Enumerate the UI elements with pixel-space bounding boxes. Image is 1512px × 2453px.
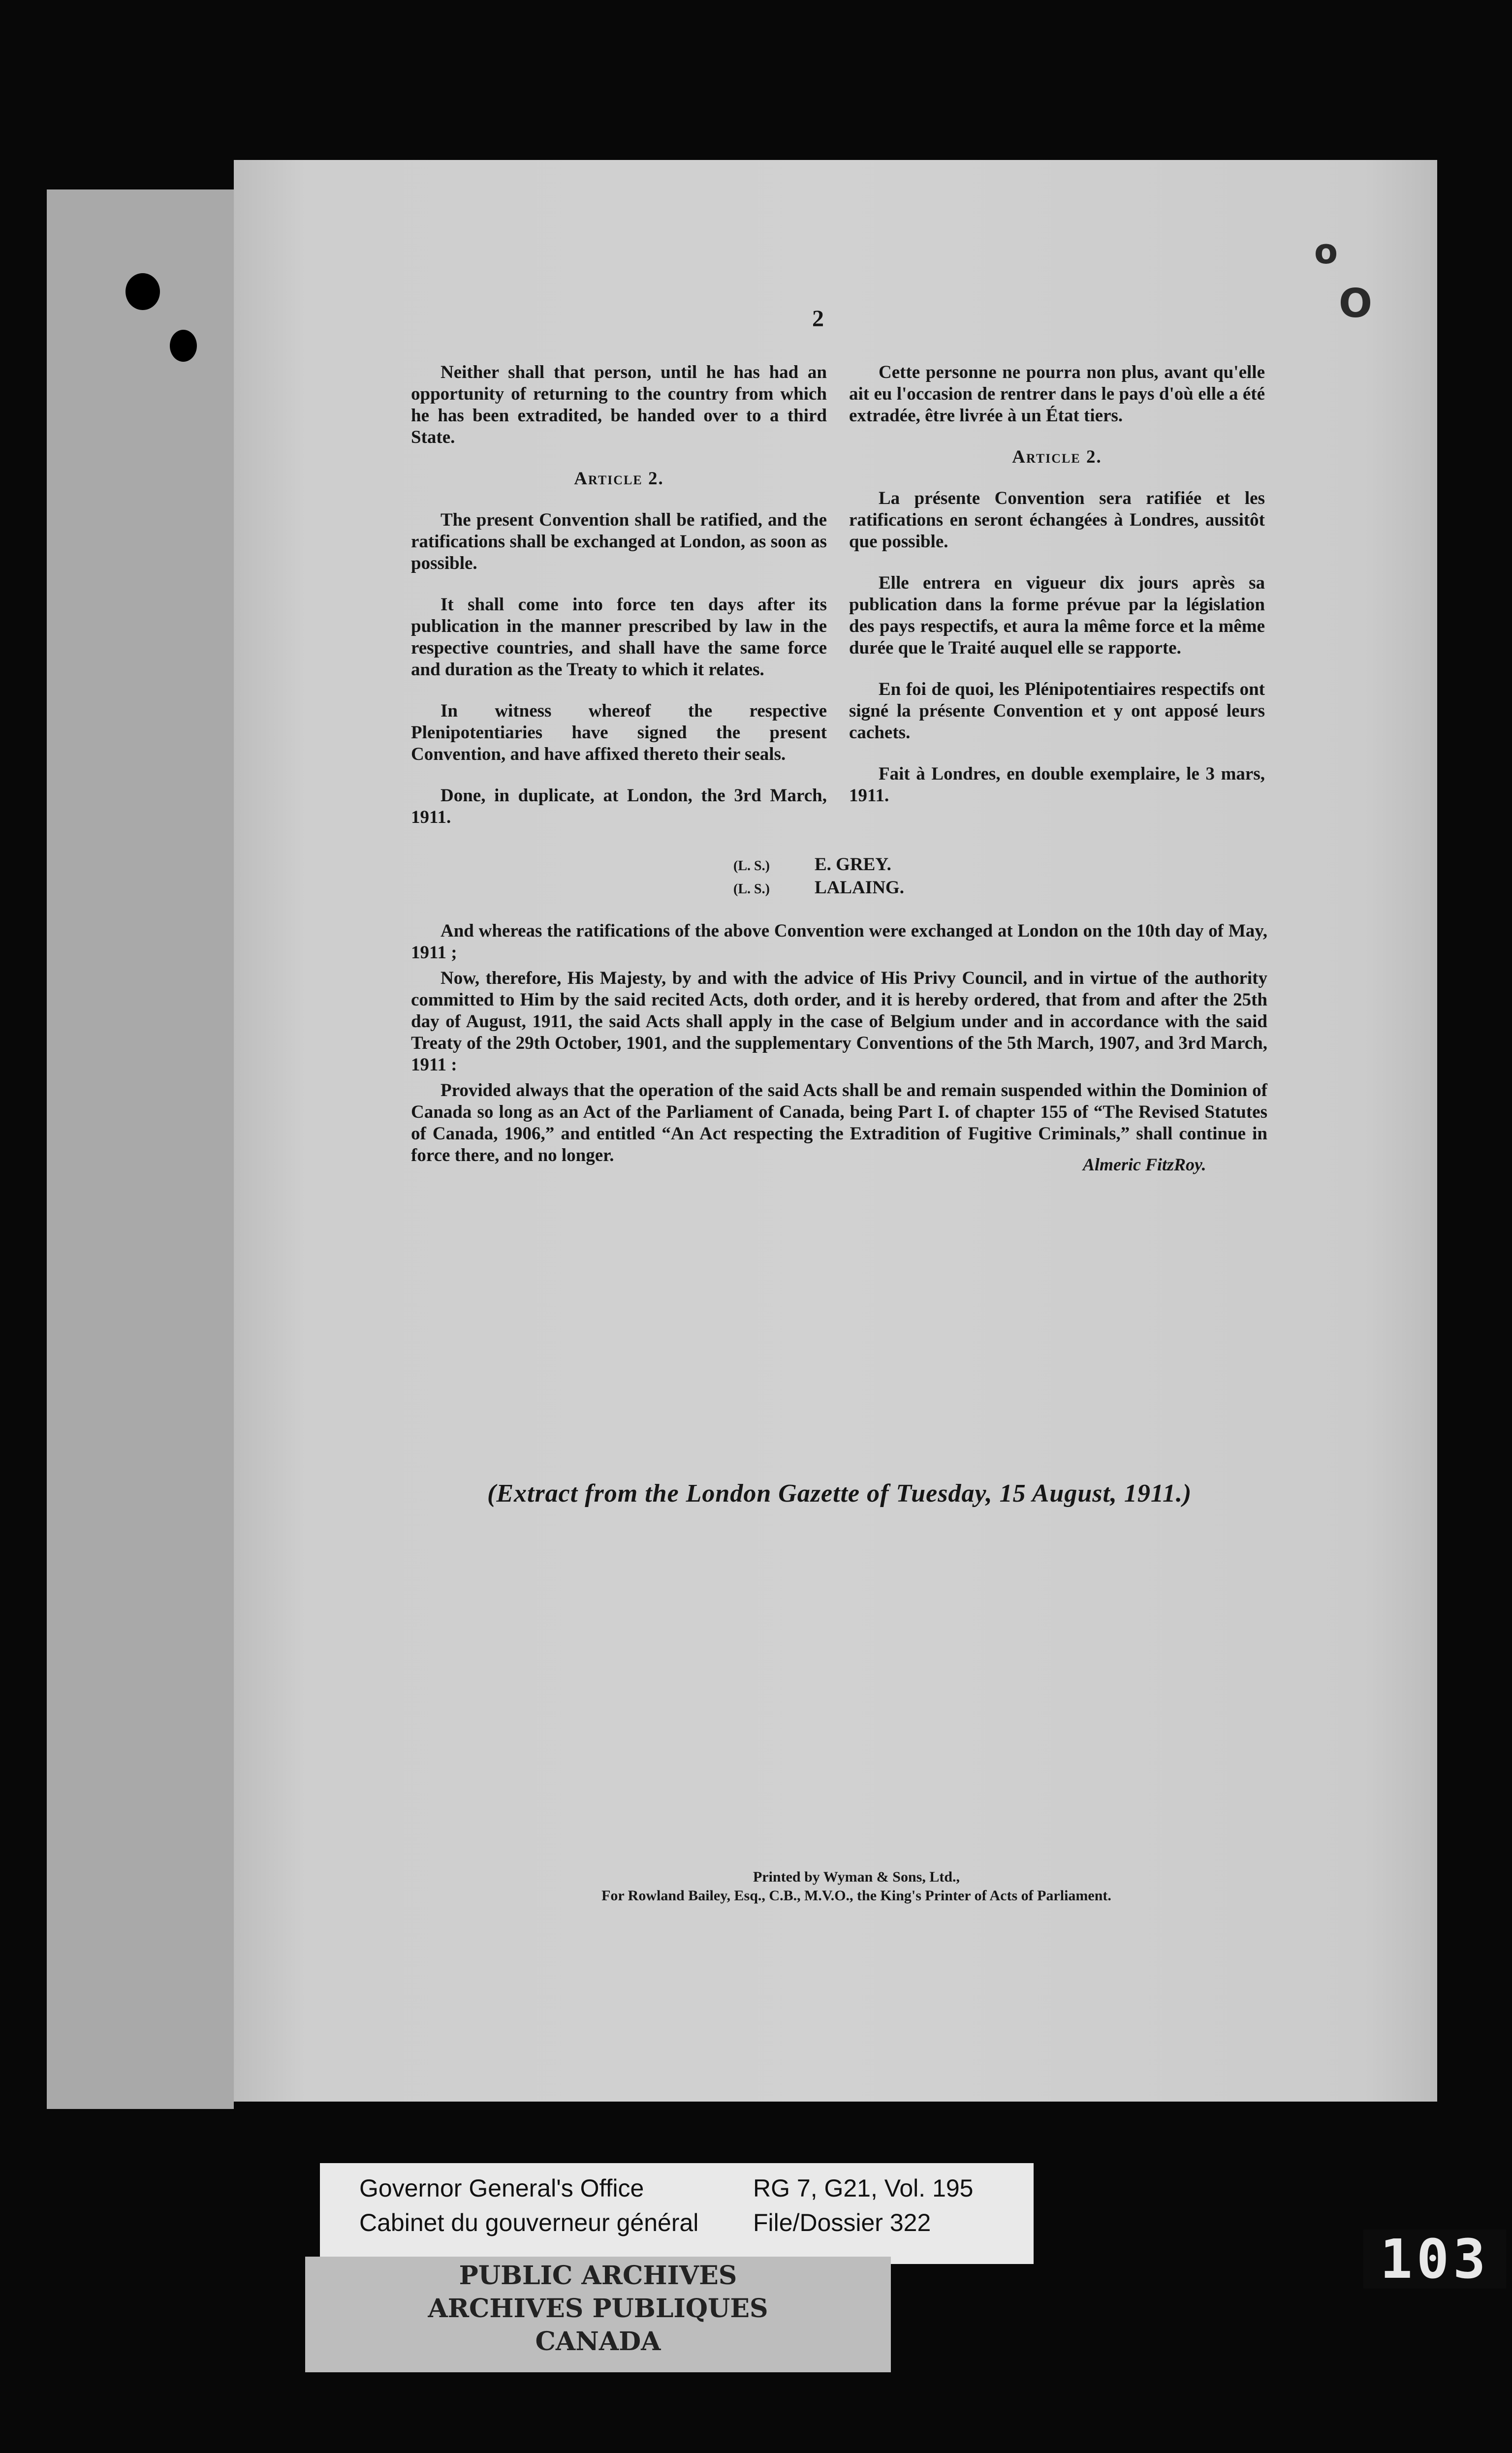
- french-paragraph: Cette personne ne pourra non plus, avant qu'elle ait eu l'occasion de rentrer dans le pays d'où elle a été extradée, être livrée à un État tiers.: [849, 362, 1265, 426]
- gazette-extract-note: (Extract from the London Gazette of Tuesday, 15 August, 1911.): [487, 1479, 1192, 1508]
- signatory-name: LALAING.: [815, 878, 904, 898]
- archive-reference-label: [320, 2163, 1034, 2264]
- archives-line: CANADA: [535, 2327, 661, 2357]
- film-edge-left: [47, 189, 234, 2109]
- body-paragraph: Provided always that the operation of the said Acts shall be and remain suspended within the Dominion of Canada so long as an Act of the Parliament of Canada, being Part I. of chapter 155 of “The Revised Statutes of Canada, 1906,” and entitled “An Act respecting the Extradition of Fugitive Criminals,” shall continue in force there, and no longer.: [411, 1080, 1267, 1165]
- signature-block: [733, 854, 904, 900]
- office-french: Cabinet du gouverneur général: [359, 2209, 699, 2236]
- corner-mark: O: [1339, 281, 1373, 326]
- english-column: [411, 362, 827, 828]
- english-paragraph: Neither shall that person, until he has had an opportunity of returning to the country from which he has been extradited, be handed over to a third State.: [411, 362, 827, 447]
- signature-line: [733, 854, 904, 877]
- printer-line: For Rowland Bailey, Esq., C.B., M.V.O., the King's Printer of Acts of Parliament.: [601, 1887, 1111, 1904]
- page-number: 2: [812, 306, 824, 332]
- clerk-signature: Almeric FitzRoy.: [1083, 1155, 1206, 1174]
- office-english: Governor General's Office: [359, 2174, 644, 2202]
- signatory-name: E. GREY.: [815, 854, 891, 875]
- corner-mark: o: [1314, 231, 1338, 272]
- printer-line: Printed by Wyman & Sons, Ltd.,: [753, 1869, 960, 1885]
- english-paragraph: It shall come into force ten days after its publication in the manner prescribed by law in the respective countries, and shall have the same force and duration as the Treaty to which it relates.: [411, 595, 827, 680]
- signature-line: [733, 877, 904, 900]
- french-paragraph: En foi de quoi, les Plénipotentiaires respectifs ont signé la présente Convention et y ont apposé leurs cachets.: [849, 679, 1265, 743]
- seal-mark: (L. S.): [733, 881, 770, 897]
- archives-line: PUBLIC ARCHIVES: [459, 2261, 737, 2291]
- english-paragraph: The present Convention shall be ratified, and the ratifications shall be exchanged at London, as soon as possible.: [411, 510, 827, 573]
- archives-line: ARCHIVES PUBLIQUES: [428, 2294, 768, 2324]
- public-archives-stamp: [305, 2257, 891, 2372]
- french-paragraph: Elle entrera en vigueur dix jours après sa publication dans la forme prévue par la législation des pays respectifs, et aura la même force et la même durée que le Traité auquel elle se rapporte.: [849, 573, 1265, 658]
- french-paragraph: La présente Convention sera ratifiée et les ratifications en seront échangées à Londres, aussitôt que possible.: [849, 488, 1265, 552]
- frame-number: 103: [1363, 2230, 1506, 2289]
- english-paragraph: In witness whereof the respective Plenipotentiaries have signed the present Convention, and have affixed thereto their seals.: [411, 701, 827, 764]
- french-column: [849, 362, 1265, 807]
- punch-hole: [126, 273, 160, 310]
- english-paragraph: Done, in duplicate, at London, the 3rd March, 1911.: [411, 786, 827, 827]
- french-paragraph: Fait à Londres, en double exemplaire, le 3 mars, 1911.: [849, 764, 1265, 806]
- file-number: File/Dossier 322: [753, 2209, 931, 2236]
- body-paragraph: Now, therefore, His Majesty, by and with the advice of His Privy Council, and in virtue of the authority committed to Him by the said recited Acts, doth order, and it is hereby ordered, that from and after the 25th day of August, 1911, the said Acts shall apply in the case of Belgium under and in accordance with the said Treaty of the 29th October, 1901, and the supplementary Conventions of the 5th March, 1907, and 3rd March, 1911 :: [411, 968, 1267, 1075]
- punch-hole: [170, 330, 197, 362]
- article-heading: Article 2.: [1012, 447, 1102, 467]
- seal-mark: (L. S.): [733, 858, 770, 874]
- order-body: [411, 920, 1267, 1170]
- article-heading: Article 2.: [574, 469, 664, 489]
- record-group: RG 7, G21, Vol. 195: [753, 2174, 974, 2202]
- printer-imprint: [512, 1868, 1201, 1905]
- body-paragraph: And whereas the ratifications of the above Convention were exchanged at London on the 10th day of May, 1911 ;: [411, 921, 1267, 963]
